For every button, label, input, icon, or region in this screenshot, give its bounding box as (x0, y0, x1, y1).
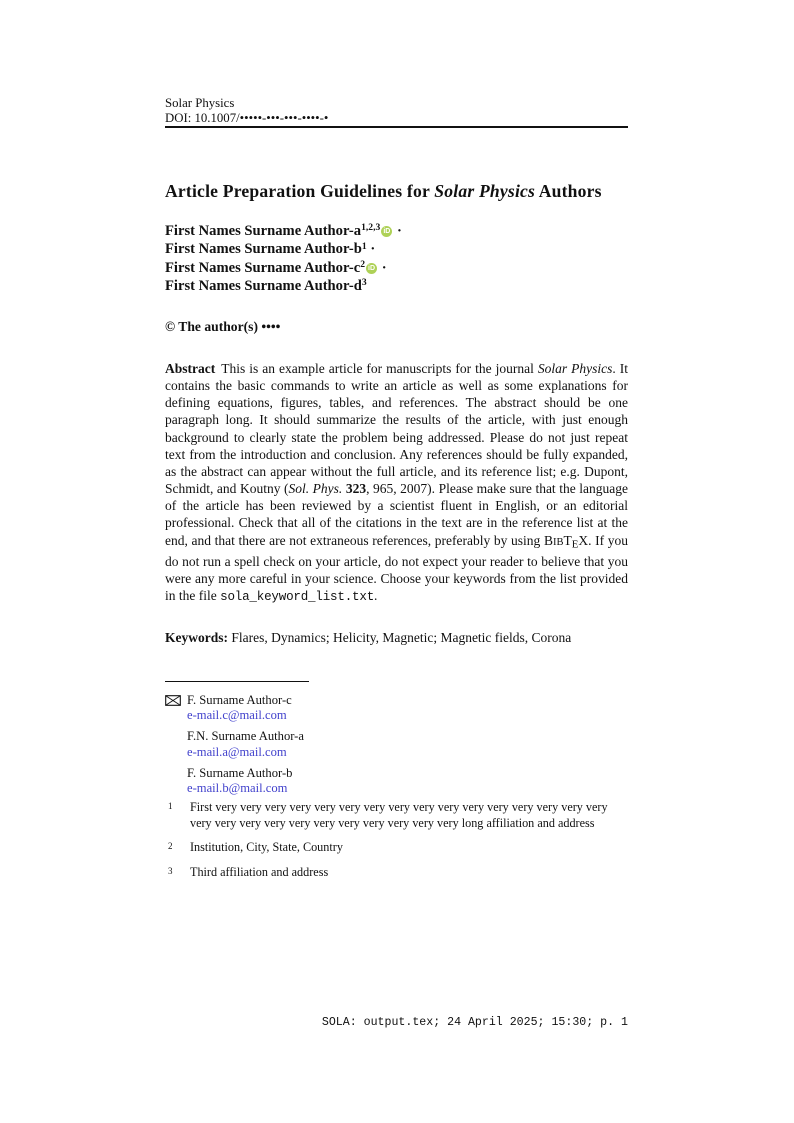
author-name: First Names Surname Author-b (165, 241, 362, 258)
author-name: First Names Surname Author-d (165, 278, 362, 295)
journal-name: Solar Physics (165, 96, 235, 110)
correspondent-email[interactable]: e-mail.b@mail.com (187, 781, 288, 796)
author-list (165, 223, 628, 297)
author-superscript: 1,2,3 (361, 222, 381, 234)
affiliation-number: 2 (168, 841, 173, 852)
keywords-label: Keywords: (165, 630, 228, 645)
affiliation-text: Institution, City, State, Country (190, 840, 343, 855)
affiliation-number: 1 (168, 801, 173, 811)
correspondence-item (165, 729, 628, 759)
keywords-line (165, 630, 628, 646)
author-name: First Names Surname Author-a (165, 223, 362, 239)
correspondent-email[interactable]: e-mail.a@mail.com (187, 744, 287, 759)
orcid-icon[interactable]: iD (383, 228, 391, 235)
author-separator: · (396, 223, 402, 239)
orcid-icon[interactable]: iD (368, 264, 376, 272)
gutter-spacer (165, 766, 187, 796)
envelope-icon (165, 693, 187, 723)
affiliation-item (165, 865, 628, 881)
copyright-line: © The author(s) •••• (165, 319, 281, 334)
author-line (165, 260, 628, 278)
footnote-rule (165, 681, 309, 682)
author-line (165, 278, 628, 296)
author-separator: · (381, 259, 387, 276)
author-line (165, 223, 628, 241)
affiliation-text: First very very very very very very very very very very very very very very very very very very very very very very very very very very very long affiliation and address (190, 800, 608, 830)
author-separator: · (370, 241, 376, 258)
page-footer: SOLA: output.tex; 24 April 2025; 15:30; p. 1 (321, 1016, 628, 1029)
author-superscript: 2 (360, 259, 366, 270)
affiliation-number: 3 (168, 865, 173, 876)
affiliation-item (165, 840, 628, 856)
author-line (165, 241, 628, 259)
correspondent-name: F. Surname Author-b (187, 765, 293, 780)
abstract-label: Abstract (165, 361, 216, 376)
correspondence-list (165, 693, 628, 802)
abstract-text: This is an example article for manuscripts for the journal Solar Physics. It contains the basic commands to write an article as well as some explanations for defining equations, figures, tables, and references. The abstract should be one paragraph long. It should summarize the results of the article, with just enough background to clearly state the problem being addressed. Please do not just repeat text from the introduction and conclusion. Any references should be fully expanded, as the abstract can appear without the full article, and its reference list; e.g. Dupont, Schmidt, and Koutny (Sol. Phys. 323, 965, 2007). Please make sure that the language of the article has been reviewed by a scientist fluent in English, or an editorial professional. Check that all of the citations in the text are in the reference list at the end, and that there are not extraneous references, preferably by using BIBTEX. If you do not run a spell check on your article, do not expect your reader to believe that you were any more careful in your science. Choose your keywords from the list provided in the file sola_keyword_list.txt. (165, 361, 629, 605)
correspondence-item (165, 693, 628, 723)
keywords-text: Flares, Dynamics; Helicity, Magnetic; Magnetic fields, Corona (228, 630, 572, 645)
header-rule (165, 126, 628, 128)
affiliation-text: Third affiliation and address (190, 864, 329, 879)
correspondent-name: F. Surname Author-c (187, 693, 292, 707)
article-title: Article Preparation Guidelines for Solar Physics Authors (165, 181, 602, 201)
author-superscript: 3 (361, 277, 367, 289)
correspondence-item (165, 766, 628, 796)
correspondent-name: F.N. Surname Author-a (187, 729, 304, 744)
gutter-spacer (165, 729, 187, 759)
affiliation-list (165, 800, 628, 889)
abstract-section (165, 360, 628, 607)
correspondent-email[interactable]: e-mail.c@mail.com (187, 708, 287, 723)
doi-line: DOI: 10.1007/•••••-•••-•••-••••-• (165, 111, 329, 125)
page-header (165, 96, 628, 126)
author-superscript: 1 (361, 240, 367, 252)
author-name: First Names Surname Author-c (165, 259, 361, 276)
affiliation-item (165, 800, 628, 831)
